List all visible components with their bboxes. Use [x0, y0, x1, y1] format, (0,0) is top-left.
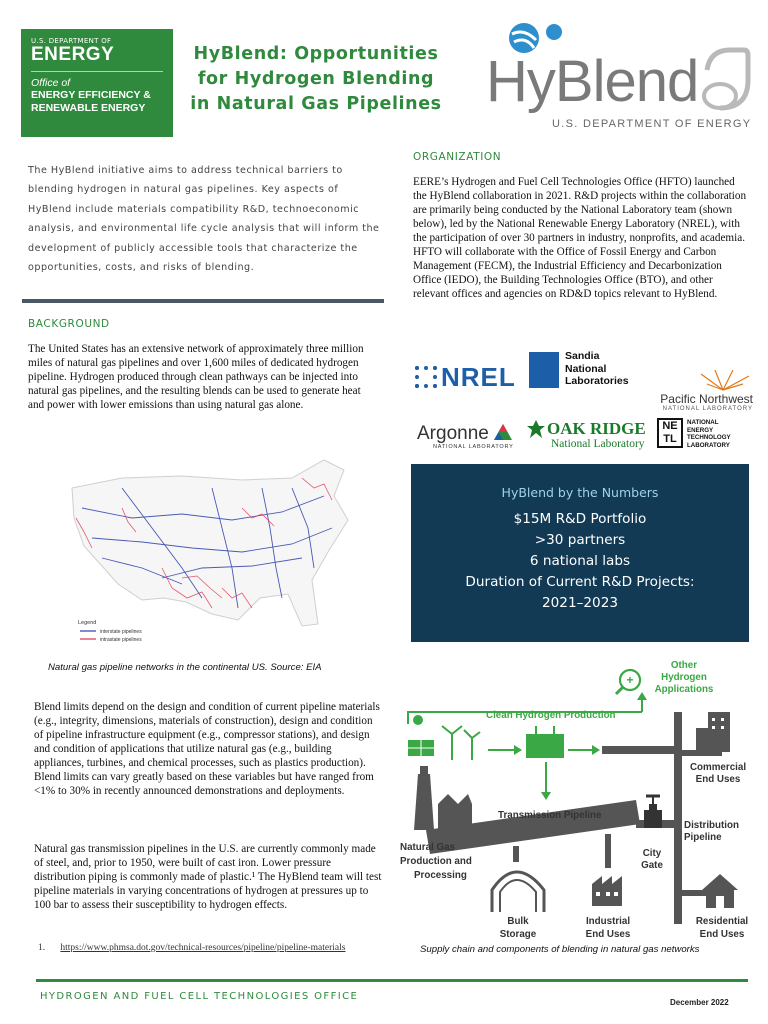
hyblend-wordmark: HyBlend [486, 49, 699, 114]
numbers-heading: HyBlend by the Numbers [501, 485, 659, 500]
office-of-text: Office of [31, 77, 71, 89]
industrial-line-1: Industrial [585, 916, 631, 927]
argonne-lab: NATIONAL LABORATORY [433, 444, 514, 450]
background-paragraph: The United States has an extensive network of approximately three million miles of natural gas pipelines and over 1,600 miles of dedicated hydrogen pipeline. Hydrogen produced through clean pathways can be injected into natural gas pipelines, and the resulting blends can be used to generate heat and power with lower emissions than using natural gas alone. [28, 343, 364, 411]
bulk-storage-line-1: Bulk [507, 916, 529, 927]
organization-heading: ORGANIZATION [413, 151, 502, 163]
ng-production-line-1: Natural Gas [400, 842, 455, 853]
map-legend-title: Legend [78, 620, 97, 626]
eere-line-1: ENERGY EFFICIENCY & [31, 89, 151, 101]
footnote-link[interactable]: https://www.phmsa.dot.gov/technical-resources/pipeline/pipeline-materials [60, 943, 346, 953]
electrolyzer-icon [526, 726, 564, 758]
numbers-portfolio: $15M R&D Portfolio [513, 511, 647, 527]
organization-paragraph: EERE’s Hydrogen and Fuel Cell Technologies Office (HFTO) launched the HyBlend collaboration in 2021. R&D projects within the collaboration are primarily being conducted by the National Laboratory team (shown below), led by the National Renewable Energy Laboratory (NREL), with the participation of over 30 partners in industry, nonprofits, and academia. HFTO will collaborate with the Office of Fossil Energy and Carbon Management (FECM), the Industrial Efficiency and Decarbonization Office (IEDO), the Building Technologies Office (BTO), and other relevant offices and agencies on RD&D topics relevant to HyBlend. [413, 176, 747, 300]
ng-production-line-2: Production and [400, 856, 472, 867]
industrial-line-2: End Uses [585, 929, 631, 940]
nrel-wordmark: NREL [441, 362, 516, 392]
argonne-triangle-icon [494, 424, 512, 440]
pnnl-starburst-icon [693, 370, 753, 392]
legend-intrastate-label: intrastate pipelines [100, 637, 142, 643]
other-apps-line-1: Other [670, 660, 698, 671]
background-heading: BACKGROUND [28, 318, 110, 330]
footnote-number: 1. [38, 943, 46, 953]
us-pipeline-map [62, 448, 370, 648]
sandia-wordmark: Sandia National Laboratories [565, 350, 629, 387]
transmission-paragraph: Natural gas transmission pipelines in the U.S. are currently commonly made of steel, and, prior to 1950, were built of cast iron. Lower pressure distribution piping is commonly made of plastic.¹ The HyBlend team will test pipeline materials in varying concentrations of hydrogen at pressures up to 100 bar to assess their susceptibility to hydrogen effects. [34, 843, 382, 911]
transmission-label: Transmission Pipeline [498, 810, 602, 821]
partner-logos [413, 346, 753, 456]
residential-line-2: End Uses [699, 929, 745, 940]
numbers-labs: 6 national labs [529, 553, 631, 569]
footer-office-name: HYDROGEN AND FUEL CELL TECHNOLOGIES OFFICE [40, 991, 359, 1002]
ornl-leaf-icon [527, 420, 545, 440]
argonne-name: Argonne [417, 424, 514, 444]
supply-chain-diagram [396, 654, 756, 944]
numbers-duration-value: 2021–2023 [542, 595, 618, 611]
netl-wordmark: NATIONAL ENERGY TECHNOLOGY LABORATORY [687, 419, 731, 449]
commercial-building-icon [696, 712, 730, 752]
solar-panel-icon [408, 740, 434, 756]
distribution-pipe [674, 712, 682, 924]
city-gate-line-2: Gate [641, 860, 663, 871]
numbers-box [411, 464, 749, 642]
hyblend-logo-subtitle: U.S. DEPARTMENT OF ENERGY [552, 118, 752, 130]
sandia-thunderbird-icon [529, 352, 559, 388]
oil-rig-icon [414, 766, 472, 830]
nrel-mark-icon [415, 366, 437, 388]
house-icon [702, 874, 738, 908]
pnnl-name: Pacific Northwest [660, 392, 753, 406]
bulk-storage-cavern-icon [492, 872, 544, 912]
city-gate-line-1: City [642, 848, 662, 859]
hyblend-logo [482, 20, 752, 136]
eere-line-2: RENEWABLE ENERGY [31, 102, 146, 114]
section-divider [22, 299, 384, 303]
arrow-down-icon [541, 792, 551, 800]
pnnl-lab: NATIONAL LABORATORY [662, 406, 753, 412]
magnifier-handle [616, 687, 623, 694]
map-caption: Natural gas pipeline networks in the continental US. Source: EIA [48, 662, 322, 673]
ng-production-line-3: Processing [414, 870, 467, 881]
doe-dept-text: U.S. DEPARTMENT OF [31, 37, 112, 45]
footer-divider [36, 979, 748, 982]
legend-interstate-label: interstate pipelines [100, 629, 142, 635]
commercial-line-1: Commercial [689, 762, 747, 773]
city-gate-valve-icon [644, 796, 662, 828]
page-title: HyBlend: Opportunities for Hydrogen Blending in Natural Gas Pipelines [190, 44, 442, 114]
arrow-up-icon [637, 692, 647, 700]
nrel-logo [415, 362, 516, 393]
argonne-logo [417, 424, 514, 450]
doe-energy-text: ENERGY [31, 44, 115, 65]
blend-limits-paragraph: Blend limits depend on the design and condition of current pipeline materials (e.g., integrity, dimensions, materials of construction), design and condition of pipeline infrastructure equipment (e.g., compressor stations), and design and condition of applications that utilize natural gas (e.g., building appliances, turbines, and chemical processes, such as plastics production). Blend limits can vary greatly based on these variables but have ranged from <1% to 30% in recently announced demonstrations and deployments. [34, 701, 380, 797]
doe-eere-logo [21, 29, 173, 137]
commercial-line-2: End Uses [695, 774, 741, 785]
diagram-caption: Supply chain and components of blending in natural gas networks [420, 944, 700, 955]
bulk-storage-line-2: Storage [499, 929, 537, 940]
clean-h2-label: Clean Hydrogen Production [486, 710, 616, 721]
factory-icon [592, 876, 622, 906]
residential-line-1: Residential [695, 916, 749, 927]
pnnl-logo [627, 370, 753, 412]
wind-turbine-icon [442, 726, 480, 760]
other-apps-line-2: Hydrogen [661, 672, 707, 683]
commercial-branch-pipe [682, 750, 722, 756]
netl-mark: NE TL [657, 418, 683, 448]
footnote [38, 943, 345, 953]
ornl-name: OAK RIDGE [547, 419, 646, 438]
logo-divider [31, 71, 163, 72]
distribution-line-2: Pipeline [684, 832, 722, 843]
sun-icon [413, 715, 423, 725]
arrow-right-icon-2 [592, 745, 600, 755]
distribution-line-1: Distribution [684, 820, 739, 831]
other-apps-line-3: Applications [654, 684, 714, 695]
arrow-right-icon [514, 745, 522, 755]
ornl-lab: National Laboratory [551, 438, 645, 450]
h2-injection-pipe [602, 746, 674, 754]
ornl-logo [527, 420, 646, 450]
plus-icon: + [626, 673, 634, 687]
footer-date: December 2022 [670, 998, 729, 1007]
intro-paragraph: The HyBlend initiative aims to address technical barriers to blending hydrogen in natural gas pipelines. Key aspects of HyBlend include materials compatibility R&D, technoeconomic analysis, and environmental life cycle analysis that will inform the development of publicly accessible tools that characterize the opportunities, costs, and risks of blending. [28, 165, 380, 274]
numbers-partners: >30 partners [534, 532, 626, 548]
numbers-duration-label: Duration of Current R&D Projects: [465, 574, 695, 590]
